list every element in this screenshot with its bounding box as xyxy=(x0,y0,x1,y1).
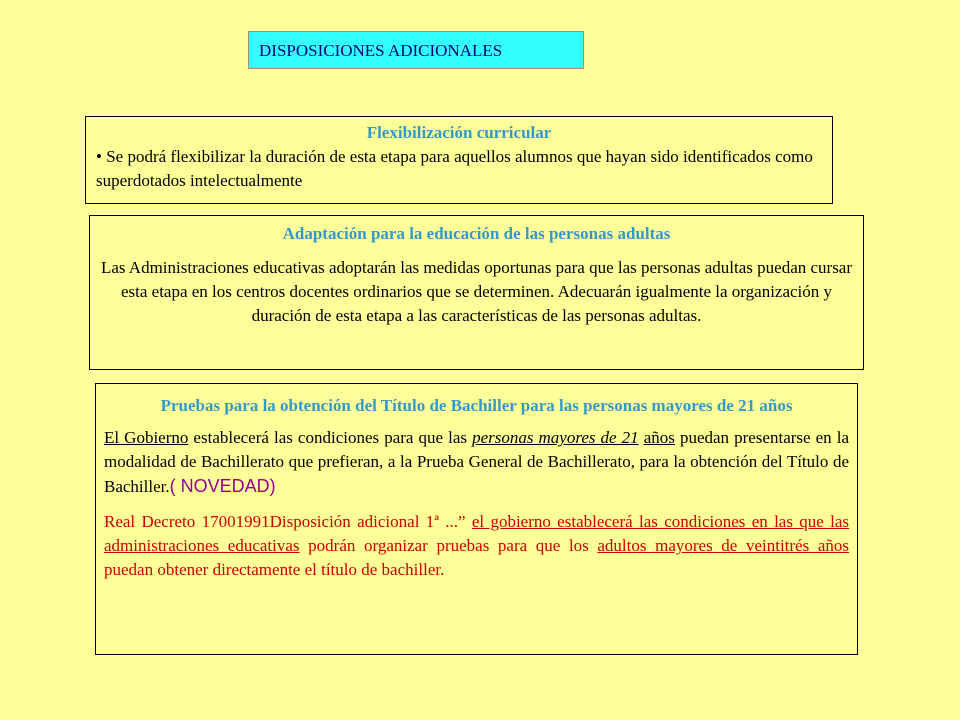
pruebas-box xyxy=(95,383,858,655)
page-title: DISPOSICIONES ADICIONALES xyxy=(248,31,584,69)
flexibilizacion-text: Se podrá flexibilizar la duración de esta etapa para aquellos alumnos que hayan sido identificados como superdotados intelectualmente xyxy=(96,147,813,190)
gobierno-condiciones-text: el gobierno establecerá las condiciones en las que las administraciones educativas xyxy=(104,512,850,555)
p2-text-1: Real Decreto 17001991Disposición adicional 1ª ...” xyxy=(104,512,472,531)
pruebas-paragraph-2 xyxy=(104,510,849,582)
p2-text-3: puedan obtener directamente el título de bachiller. xyxy=(104,560,445,579)
flexibilizacion-item xyxy=(96,145,822,193)
p1-text-1: establecerá las condiciones para que las xyxy=(188,428,473,447)
flexibilizacion-heading: Flexibilización curricular xyxy=(366,123,552,142)
p1-text-3: puedan presentarse en la modalidad de Bachillerato que prefieran, a la Prueba General de Bachillerato, para la obtención del Título de Bachiller. xyxy=(104,428,849,496)
novedad-label: ( NOVEDAD) xyxy=(169,476,276,496)
adultos-heading: Adaptación para la educación de las personas adultas xyxy=(282,224,671,243)
adultos-text: Las Administraciones educativas adoptarán las medidas oportunas para que las personas adultas puedan cursar esta etapa en los centros docentes ordinarios que se determinen. Adecuarán igualmente la organización y duración de esta etapa a las características de las personas adultas. xyxy=(100,258,853,325)
p2-text-2: podrán organizar pruebas para que los xyxy=(299,536,598,555)
adultos-mayores-text: adultos mayores de veintitrés años xyxy=(597,536,849,555)
pruebas-heading: Pruebas para la obtención del Título de Bachiller para las personas mayores de 21 años xyxy=(160,396,793,415)
pruebas-paragraph-1 xyxy=(104,426,849,499)
gobierno-text: El Gobierno xyxy=(104,428,189,447)
adultos-box xyxy=(89,215,864,370)
anos-text: años xyxy=(643,428,675,447)
bullet-icon: • xyxy=(96,147,102,166)
flexibilizacion-box xyxy=(85,116,833,204)
personas-mayores-text: personas mayores de 21 xyxy=(472,428,639,447)
